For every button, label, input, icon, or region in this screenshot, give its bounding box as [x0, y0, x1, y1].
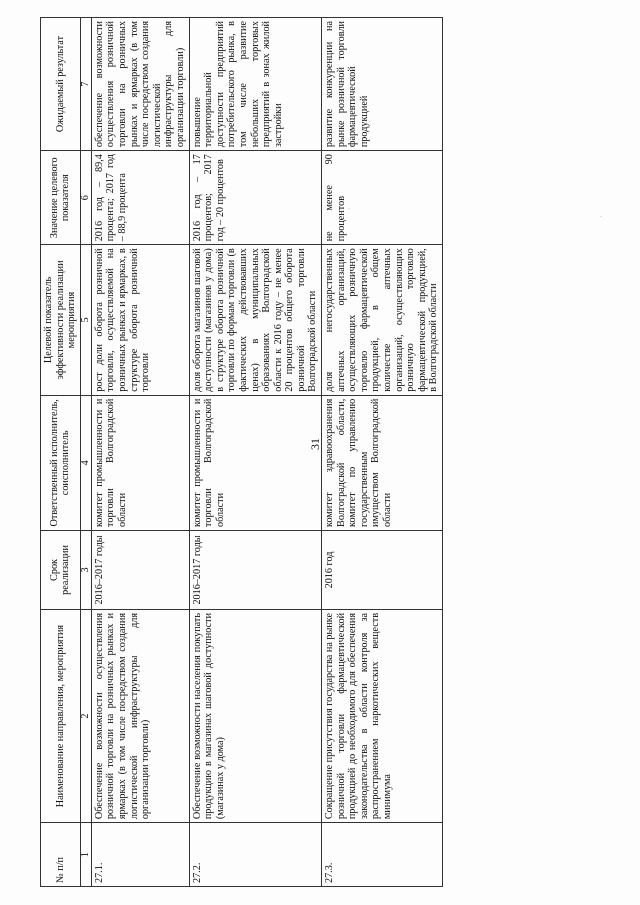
table-container: [40, 17, 600, 887]
header-indicator: Целевой показатель эффективности реализации мероприятия: [41, 245, 81, 395]
header-number: № п/п: [41, 823, 81, 887]
expected-result: развитие конкуренции на рынке розничной торговли фармацевтической продукцией: [322, 18, 443, 151]
target-value: 2016 год – 17 процентов; 2017 год – 20 процентов: [189, 151, 322, 245]
header-executor: Ответственный исполнитель, соисполнитель: [41, 395, 81, 530]
column-number: 1: [80, 823, 91, 887]
column-number: 2: [80, 609, 91, 822]
column-number: 3: [80, 530, 91, 609]
row-number: 27.2.: [189, 823, 322, 887]
table-row: [91, 18, 189, 887]
column-number-row: [80, 18, 91, 887]
executor: комитет промышленности и торговли Волгоградской области: [91, 395, 189, 530]
indicator: доля оборота магазинов шаговой доступности (магазинов у дома) в структуре оборота розничной торговли по формам торговли (в фактических действовавших ценах) в муниципальных образованиях Волгоградской области к 2016 году – не менее 20 процентов общего оборота розничной торговли Волгоградской области: [189, 245, 322, 395]
period: 2016 год: [322, 530, 443, 609]
scan-speck: ·: [348, 206, 350, 212]
target-value: 2016 год – 89,4 процента; 2017 год – 88,9 процента: [91, 151, 189, 245]
target-value: не менее 90 процентов: [322, 151, 443, 245]
page-number: 31: [308, 438, 322, 450]
period: 2016–2017 годы: [189, 530, 322, 609]
column-number: 7: [80, 18, 91, 151]
row-number: 27.3.: [322, 823, 443, 887]
row-number: 27.1.: [91, 823, 189, 887]
measure-name: Обеспечение возможности осуществления розничной торговли на розничных рынках и ярмарках (в том числе посредством создания логистической инфраструктуры для организации торговли): [91, 609, 189, 822]
table-row: [189, 18, 322, 887]
expected-result: обеспечение возможности осуществления розничной торговли на розничных рынках и ярмарках (в том числе посредством создания логистической инфраструктуры для организации торговли): [91, 18, 189, 151]
header-period: Срок реализации: [41, 530, 81, 609]
period: 2016–2017 годы: [91, 530, 189, 609]
measure-name: Обеспечение возможности населения покупать продукцию в магазинах шаговой доступности (магазинах у дома): [189, 609, 322, 822]
scan-speck: ·: [600, 214, 602, 220]
executor: комитет здравоохранения Волгоградской области, комитет по управлению государственным имуществом Волгоградской области: [322, 395, 443, 530]
column-number: 6: [80, 151, 91, 245]
indicator: рост доли оборота розничной торговли, осуществляемой на розничных рынках и ярмарках, в структуре оборота розничной торговли: [91, 245, 189, 395]
measures-table: [40, 17, 443, 887]
executor: комитет промышленности и торговли Волгоградской области: [189, 395, 322, 530]
expected-result: повышение территориальной доступности предприятий потребительского рынка, в том числе развитие небольших торговых предприятий в зонах жилой застройки: [189, 18, 322, 151]
header-value: Значение целевого показателя: [41, 151, 81, 245]
table-row: [322, 18, 443, 887]
header-result: Ожидаемый результат: [41, 18, 81, 151]
measure-name: Сокращение присутствия государства на рынке розничной торговли фармацевтической продукцией до необходимого для обеспечения законодательства в области контроля за распространением наркотических веществ минимума: [322, 609, 443, 822]
column-number: 4: [80, 395, 91, 530]
table-header-row: [41, 18, 81, 887]
column-number: 5: [80, 245, 91, 395]
indicator: доля негосударственных аптечных организаций, осуществляющих розничную торговлю фармацевтической продукцией, в общем количестве аптечных организаций, осуществляющих розничную торговлю фармацевтической продукцией, в Волгоградской области: [322, 245, 443, 395]
header-name: Наименование направления, мероприятия: [41, 609, 81, 822]
